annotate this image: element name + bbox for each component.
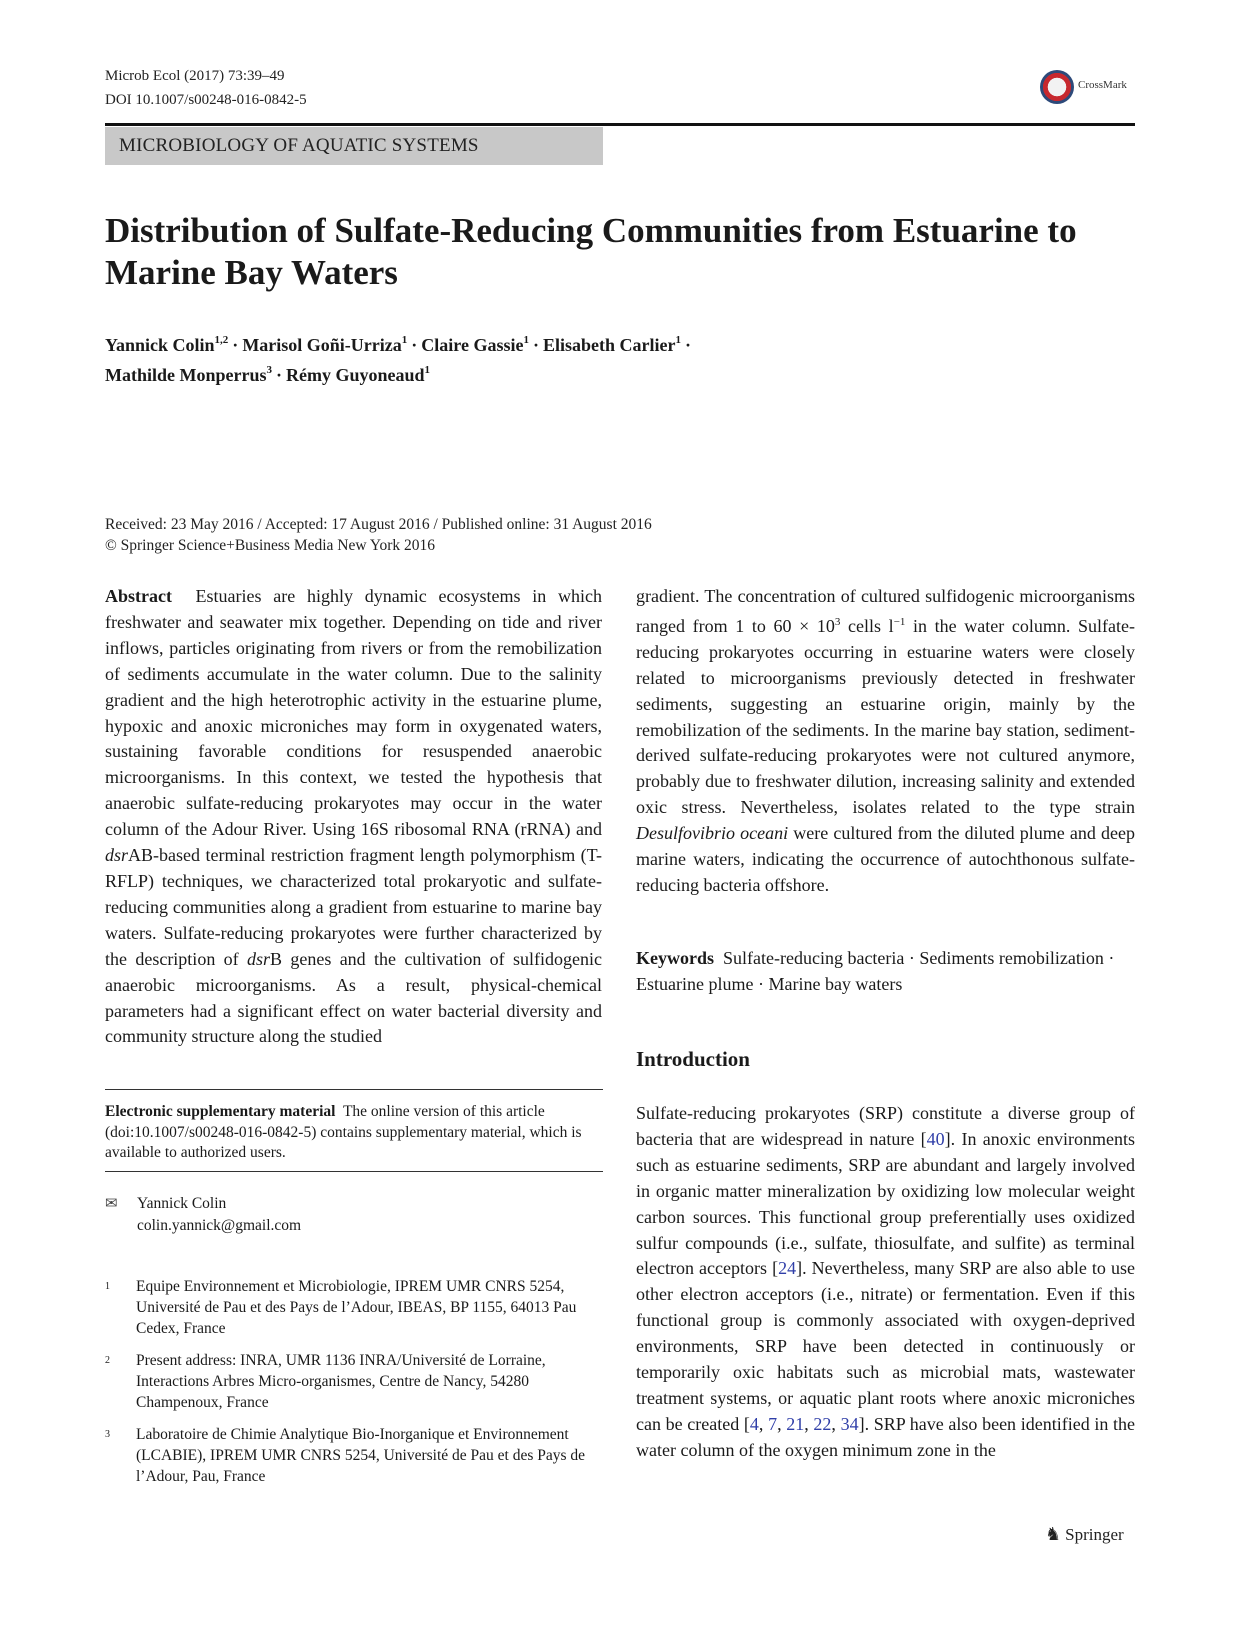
keywords-text: Sulfate-reducing bacteria · Sediments remobilization · Estuarine plume · Marine bay waters xyxy=(636,948,1115,994)
author[interactable]: Claire Gassie$^1$ xyxy=(421,334,529,355)
correspondence xyxy=(105,1193,301,1236)
affiliation: 1 Equipe Environnement et Microbiologie, IPREM UMR CNRS 5254, Université de Pau et des Pays de l’Adour, IBEAS, BP 1155, 64013 Pau Cedex, France xyxy=(105,1278,577,1337)
esm-label: Electronic supplementary material xyxy=(105,1103,336,1120)
citation-link[interactable]: 40 xyxy=(926,1128,945,1149)
publication-dates xyxy=(105,514,652,556)
author[interactable]: Rémy Guyoneaud$^1$ xyxy=(286,364,431,385)
copyright-line: © Springer Science+Business Media New York 2016 xyxy=(105,537,436,554)
article-title: Distribution of Sulfate-Reducing Communities from Estuarine to Marine Bay Waters xyxy=(105,211,1077,292)
abstract-continued: gradient. The concentration of cultured sulfidogenic microorganisms ranged from 1 to $60 \times 10^3$ cells $l^{-1}$ in the water column. Sulfate-reducing prokaryotes occurring in estuarine waters were closely related to microorganisms previously detected in freshwater sediments, suggesting an estuarine origin, mainly by the remobilization of the sediments. In the marine bay station, sediment-derived sulfate-reducing prokaryotes were not cultured anymore, probably due to freshwater dilution, increasing salinity and extended oxic stress. Nevertheless, isolates related to the type strain Desulfovibrio oceani were cultured from the diluted plume and deep marine waters, indicating the occurrence of autochthonous sulfate-reducing bacteria offshore. xyxy=(636,586,1136,895)
footnote-divider xyxy=(105,1171,603,1172)
author[interactable]: Mathilde Monperrus$^3$ xyxy=(105,364,272,385)
doi[interactable]: DOI 10.1007/s00248-016-0842-5 xyxy=(105,92,307,108)
section-label: MICROBIOLOGY OF AQUATIC SYSTEMS xyxy=(119,135,479,156)
supplementary-note xyxy=(105,1102,603,1164)
citation-link[interactable]: 21 xyxy=(786,1413,805,1434)
email-link[interactable]: colin.yannick@gmail.com xyxy=(137,1217,302,1234)
section-band xyxy=(105,127,603,165)
crossmark-label: CrossMark xyxy=(1078,79,1127,91)
springer-logo xyxy=(1045,1524,1124,1545)
springer-horse-icon: ♞ xyxy=(1045,1524,1062,1544)
affiliation: 2 Present address: INRA, UMR 1136 INRA/Université de Lorraine, Interactions Arbres Micro-organismes, Centre de Nancy, 54280 Champenoux, France xyxy=(105,1352,546,1411)
author[interactable]: Marisol Goñi-Urriza$^1$ xyxy=(242,334,408,355)
dates-line: Received: 23 May 2016 / Accepted: 17 August 2016 / Published online: 31 August 2016 xyxy=(105,516,652,533)
crossmark-badge[interactable] xyxy=(1040,68,1150,108)
citation-link[interactable]: 7 xyxy=(768,1413,778,1434)
journal-reference: Microb Ecol (2017) 73:39–49 xyxy=(105,68,285,84)
abstract: Abstract Estuaries are highly dynamic ecosystems in which freshwater and seawater mix together. Depending on tide and river inflows, particles originating from rivers or from the remobilization of sediments accumulate in the water column. Due to the salinity gradient and the high heterotrophic activity in the estuarine plume, hypoxic and anoxic microniches may form in oxygenated waters, sustaining favorable conditions for resuspended anaerobic microorganisms. In this context, we tested the hypothesis that anaerobic sulfate-reducing prokaryotes may occur in the water column of the Adour River. Using 16S ribosomal RNA (rRNA) and dsrAB-based terminal restriction fragment length polymorphism (T-RFLP) techniques, we characterized total prokaryotic and sulfate-reducing communities along a gradient from estuarine to marine bay waters. Sulfate-reducing prokaryotes were further characterized by the description of dsrB genes and the cultivation of sulfidogenic anaerobic microorganisms. As a result, physical-chemical parameters had a significant effect on water bacterial diversity and community structure along the studied xyxy=(105,586,602,1047)
keywords xyxy=(636,945,1135,997)
author[interactable]: Elisabeth Carlier$^1$ xyxy=(542,334,681,355)
affiliation: 3 Laboratoire de Chimie Analytique Bio-Inorganique et Environnement (LCABIE), IPREM UMR CNRS 5254, Université de Pau et des Pays de l’Adour, Pau, France xyxy=(105,1426,586,1485)
esm-text: The online version of this article (doi:10.1007/s00248-016-0842-5) contains supplementary material, which is available to authorized users. xyxy=(105,1103,582,1161)
crossmark-icon xyxy=(1040,70,1074,104)
citation-link[interactable]: 22 xyxy=(813,1413,832,1434)
publisher-name: Springer xyxy=(1065,1525,1124,1544)
author[interactable]: Yannick Colin$^{1,2}$ xyxy=(105,334,229,355)
envelope-icon: ✉ xyxy=(105,1196,118,1212)
header-divider xyxy=(105,123,1135,126)
citation-link[interactable]: 34 xyxy=(840,1413,859,1434)
author-list: Yannick Colin$^{1,2}$ · Marisol Goñi-Urriza$^1$ · Claire Gassie$^1$ · Elisabeth Carlier$^1$ · Mathilde Monperrus$^3$ · Rémy Guyoneaud$^1$ xyxy=(105,334,691,385)
corresponding-author: Yannick Colin xyxy=(137,1195,227,1212)
citation-link[interactable]: 24 xyxy=(778,1258,797,1279)
introduction-body: Sulfate-reducing prokaryotes (SRP) constitute a diverse group of bacteria that are widespread in nature [40]. In anoxic environments such as estuarine sediments, SRP are abundant and largely involved in organic matter mineralization by oxidizing low molecular weight carbon sources. This functional group preferentially uses oxidized sulfur compounds (i.e., sulfate, thiosulfate, and sulfite) as terminal electron acceptors [24]. Nevertheless, many SRP are also able to use other electron acceptors (i.e., nitrate) or fermentation. Even if this functional group is commonly associated with oxygen-deprived environments, SRP have been detected in continuously or temporarily oxic habitats such as microbial mats, wastewater treatment systems, or aquatic plant roots where anoxic microniches can be created [4, 7, 21, 22, 34]. SRP have also been identified in the water column of the oxygen minimum zone in the xyxy=(636,1103,1136,1460)
footnote-divider xyxy=(105,1089,603,1090)
keywords-label: Keywords xyxy=(636,948,714,968)
abstract-label: Abstract xyxy=(105,586,172,606)
introduction-heading: Introduction xyxy=(636,1047,750,1071)
species-name: Desulfovibrio oceani xyxy=(636,823,789,844)
citation-link[interactable]: 4 xyxy=(749,1413,759,1434)
